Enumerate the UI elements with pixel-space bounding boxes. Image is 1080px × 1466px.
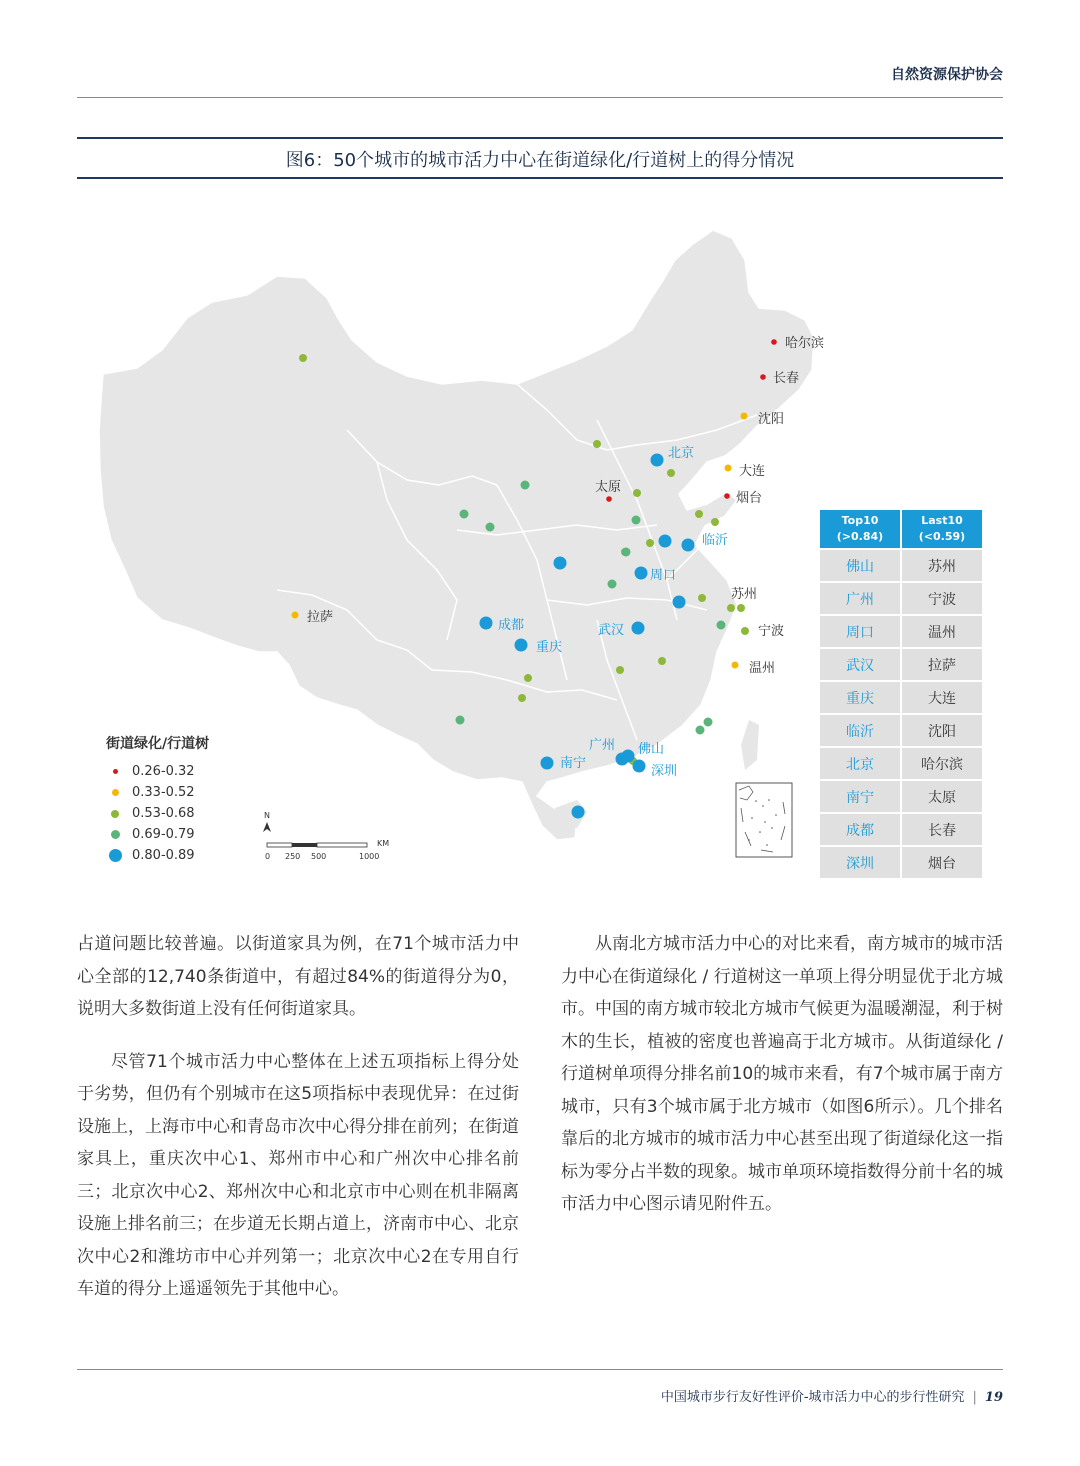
inset-frame: [736, 783, 792, 857]
inset-island: [766, 844, 768, 846]
figure-top-rule: [77, 137, 1003, 139]
legend-label: 0.26-0.32: [132, 764, 195, 779]
table-row: [820, 781, 982, 812]
south-china-sea-inset: [736, 783, 792, 857]
dot-city: [737, 604, 745, 612]
paragraph: 从南北方城市活力中心的对比来看，南方城市的城市活力中心在街道绿化 / 行道树这一单项上得分明显优于北方城市。中国的南方城市较北方城市气候更为温暖潮湿，利于树木的生长，植被的密度也普遍高于北方城市。从街道绿化 / 行道树单项得分排名前10的城市来看，有7个城市属于南方城市，只有3个城市属于北方城市（如图6所示）。几个排名靠后的北方城市的城市活力中心甚至出现了街道绿化这一指标为零分占半数的现象。城市单项环境指数得分前十名的城市活力中心图示请见附件五。: [561, 934, 1003, 1214]
city-label-linyi: 临沂: [702, 533, 729, 548]
dot-dalian: [725, 465, 732, 472]
city-label-chengdu: 成都: [498, 618, 525, 633]
dot-city: [593, 440, 601, 448]
city-label-beijing: 北京: [668, 446, 695, 461]
city-label-suzhou: 苏州: [731, 587, 758, 602]
inset-island: [771, 827, 773, 829]
top10-city: 深圳: [820, 847, 900, 878]
inset-island: [755, 800, 757, 802]
body-column-left: [77, 928, 519, 1326]
dot-city: [698, 594, 706, 602]
figure-title: 图6：50个城市的城市活力中心在街道绿化/行道树上的得分情况: [285, 150, 795, 171]
legend-swatch: [106, 789, 124, 796]
city-label-nanning: 南宁: [560, 756, 587, 771]
last10-city: 长春: [902, 814, 982, 845]
dot-city: [711, 518, 719, 526]
inset-island: [762, 805, 764, 807]
table-row: [820, 748, 982, 779]
city-label-dalian: 大连: [739, 464, 766, 479]
legend-swatch: [106, 810, 124, 818]
inset-island: [768, 799, 770, 801]
header-last10: Last10 (<0.59): [902, 510, 982, 548]
dot-yantai: [724, 493, 730, 499]
dot-nanning: [541, 757, 554, 770]
top10-city: 武汉: [820, 649, 900, 680]
dot-city: [667, 469, 675, 477]
scale-tick: 500: [311, 852, 327, 861]
header-rule: [77, 97, 1003, 98]
organization-name: 自然资源保护协会: [891, 67, 1003, 83]
legend-label: 0.33-0.52: [132, 785, 195, 800]
paragraph: 占道问题比较普遍。以街道家具为例，在71个城市活力中心全部的12,740条街道中，有超过84%的街道得分为0，说明大多数街道上没有任何街道家具。: [77, 934, 519, 1019]
city-label-wenzhou: 温州: [749, 661, 776, 676]
dot-zhoukou: [635, 567, 648, 580]
dot-city: [518, 694, 526, 702]
top10-city: 成都: [820, 814, 900, 845]
dot-foshan: [622, 750, 635, 763]
city-label-taiyuan: 太原: [595, 480, 622, 495]
dot-city: [632, 516, 641, 525]
legend-label: 0.80-0.89: [132, 848, 195, 863]
last10-city: 拉萨: [902, 649, 982, 680]
scale-tick: 250: [285, 852, 301, 861]
last10-city: 哈尔滨: [902, 748, 982, 779]
city-label-changchun: 长春: [773, 371, 800, 386]
dot-beijing: [651, 454, 664, 467]
dot-city: [299, 354, 307, 362]
table-row: [820, 847, 982, 878]
legend-item: [106, 803, 209, 824]
table-row: [820, 583, 982, 614]
body-column-right: [561, 928, 1003, 1241]
footer-title: 中国城市步行友好性评价-城市活力中心的步行性研究: [660, 1390, 965, 1405]
top10-city: 佛山: [820, 550, 900, 581]
dot-linyi: [682, 539, 695, 552]
dot-city: [633, 489, 641, 497]
last10-city: 沈阳: [902, 715, 982, 746]
legend-title: 街道绿化/行道树: [106, 736, 210, 752]
dot-city: [658, 657, 666, 665]
dot-city: [572, 806, 585, 819]
dot-city: [521, 481, 530, 490]
dot-chongqing: [515, 639, 528, 652]
city-label-wuhan: 武汉: [598, 623, 625, 638]
legend-item: [106, 845, 209, 866]
city-label-ningbo: 宁波: [758, 624, 785, 639]
scale-segment: [292, 843, 317, 847]
city-label-chongqing: 重庆: [536, 640, 563, 655]
scale-segment: [317, 843, 367, 847]
inset-island: [759, 831, 761, 833]
dot-taiyuan: [606, 496, 612, 502]
dot-city: [554, 557, 567, 570]
header-top10: Top10 (>0.84): [820, 510, 900, 548]
scale-tick: 0: [265, 852, 271, 861]
dot-city: [673, 596, 686, 609]
scale-km: KM: [377, 839, 390, 848]
dot-city: [622, 548, 631, 557]
north-label: N: [264, 811, 270, 820]
city-label-zhoukou: 周口: [650, 568, 677, 583]
dot-city: [741, 627, 749, 635]
dot-city: [616, 666, 624, 674]
legend-swatch: [106, 769, 124, 774]
dot-city: [704, 718, 713, 727]
dot-wenzhou: [732, 662, 739, 669]
scale-bar: [263, 811, 389, 861]
top10-city: 南宁: [820, 781, 900, 812]
dot-shenzhen: [633, 760, 646, 773]
dot-harbin: [771, 339, 777, 345]
top10-city: 周口: [820, 616, 900, 647]
last10-city: 宁波: [902, 583, 982, 614]
legend-label: 0.53-0.68: [132, 806, 195, 821]
table-row: [820, 649, 982, 680]
city-label-guangzhou: 广州: [589, 738, 616, 753]
ranking-table: [818, 508, 984, 880]
dot-changchun: [760, 374, 766, 380]
city-label-shenzhen: 深圳: [651, 764, 678, 779]
taiwan-island: [741, 720, 759, 770]
city-label-lhasa: 拉萨: [307, 610, 334, 625]
dot-city: [646, 539, 654, 547]
footer-rule: [77, 1369, 1003, 1370]
dot-city: [460, 510, 469, 519]
footer-separator: |: [972, 1390, 977, 1405]
dot-shenyang: [741, 413, 748, 420]
legend-item: [106, 782, 209, 803]
table-row: [820, 550, 982, 581]
legend-item: [106, 824, 209, 845]
north-arrow-icon: [263, 822, 271, 832]
last10-city: 烟台: [902, 847, 982, 878]
dot-chengdu: [480, 617, 493, 630]
top10-city: 广州: [820, 583, 900, 614]
last10-city: 大连: [902, 682, 982, 713]
table-row: [820, 715, 982, 746]
dot-city: [486, 523, 495, 532]
scale-tick: 1000: [359, 852, 380, 861]
dot-city: [717, 621, 726, 630]
legend-item: [106, 761, 209, 782]
dot-city: [727, 604, 735, 612]
top10-city: 北京: [820, 748, 900, 779]
legend-swatch: [106, 830, 124, 839]
top10-city: 重庆: [820, 682, 900, 713]
last10-city: 温州: [902, 616, 982, 647]
figure-bottom-rule: [77, 177, 1003, 179]
legend-swatch: [106, 849, 124, 862]
page-footer: [661, 1386, 1003, 1405]
legend-label: 0.69-0.79: [132, 827, 195, 842]
dot-city: [608, 580, 617, 589]
table-row: [820, 682, 982, 713]
table-row: [820, 616, 982, 647]
city-label-yantai: 烟台: [736, 491, 763, 506]
dot-city: [695, 510, 703, 518]
dot-city: [524, 674, 532, 682]
dot-wuhan: [632, 622, 645, 635]
city-label-shenyang: 沈阳: [758, 412, 785, 427]
dot-city: [659, 535, 672, 548]
dot-city: [456, 716, 465, 725]
inset-island: [751, 817, 753, 819]
scale-segment: [267, 843, 292, 847]
last10-city: 苏州: [902, 550, 982, 581]
page-number: 19: [984, 1390, 1003, 1405]
top10-city: 临沂: [820, 715, 900, 746]
dot-lhasa: [292, 612, 299, 619]
paragraph: 尽管71个城市活力中心整体在上述五项指标上得分处于劣势，但仍有个别城市在这5项指标中表现优异：在过街设施上，上海市中心和青岛市次中心得分排在前列；在街道家具上，重庆次中心1、郑州市中心和广州次中心排名前三；北京次中心2、郑州次中心和北京市中心则在机非隔离设施上排名前三；在步道无长期占道上，济南市中心、北京次中心2和潍坊市中心并列第一；北京次中心2在专用自行车道的得分上遥遥领先于其他中心。: [77, 1051, 519, 1299]
last10-city: 太原: [902, 781, 982, 812]
city-label-foshan: 佛山: [638, 742, 665, 757]
table-row: [820, 814, 982, 845]
inset-island: [775, 814, 777, 816]
inset-island: [764, 821, 766, 823]
map-legend: [106, 733, 209, 866]
table-header-row: [820, 510, 982, 548]
city-label-harbin: 哈尔滨: [785, 336, 825, 351]
dot-city: [696, 726, 705, 735]
